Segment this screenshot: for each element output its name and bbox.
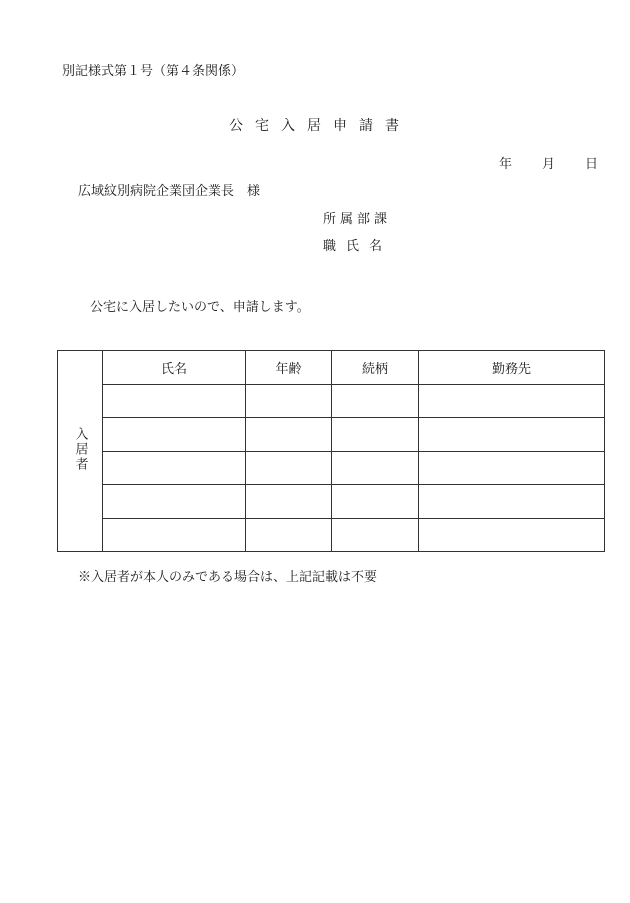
application-statement: 公宅に入居したいので、申請します。 [90, 300, 310, 315]
table-header-row [58, 351, 605, 385]
position-name-label: 職氏名 [323, 239, 393, 254]
cell-workplace[interactable] [419, 418, 605, 452]
header-name: 氏名 [103, 351, 246, 385]
document-title: 公宅入居申請書 [229, 118, 411, 134]
table-row [58, 418, 605, 452]
cell-age[interactable] [246, 418, 332, 452]
cell-age[interactable] [246, 384, 332, 418]
footnote: ※入居者が本人のみである場合は、上記記載は不要 [78, 570, 378, 585]
cell-relationship[interactable] [332, 518, 419, 552]
cell-workplace[interactable] [419, 451, 605, 485]
cell-workplace[interactable] [419, 485, 605, 519]
table-row [58, 451, 605, 485]
cell-age[interactable] [246, 485, 332, 519]
cell-workplace[interactable] [419, 384, 605, 418]
table-row [58, 518, 605, 552]
date-month-label: 月 [541, 157, 555, 172]
header-relationship: 続柄 [332, 351, 419, 385]
occupants-side-label: 入居者 [72, 426, 88, 472]
date-day-label: 日 [584, 157, 598, 172]
cell-name[interactable] [103, 451, 246, 485]
cell-relationship[interactable] [332, 451, 419, 485]
date-line [499, 153, 598, 172]
cell-workplace[interactable] [419, 518, 605, 552]
occupants-table [57, 350, 605, 552]
occupants-side-label-cell [58, 351, 103, 552]
cell-age[interactable] [246, 518, 332, 552]
cell-name[interactable] [103, 518, 246, 552]
cell-name[interactable] [103, 384, 246, 418]
header-workplace: 勤務先 [419, 351, 605, 385]
table-row [58, 485, 605, 519]
addressee: 広域紋別病院企業団企業長 様 [78, 184, 261, 199]
cell-relationship[interactable] [332, 384, 419, 418]
cell-relationship[interactable] [332, 485, 419, 519]
form-number: 別記様式第１号（第４条関係） [62, 64, 245, 79]
header-age: 年齢 [246, 351, 332, 385]
cell-name[interactable] [103, 485, 246, 519]
cell-relationship[interactable] [332, 418, 419, 452]
date-year-label: 年 [498, 157, 512, 172]
occupants-table-container [57, 350, 604, 551]
table-row [58, 384, 605, 418]
cell-age[interactable] [246, 451, 332, 485]
affiliation-label: 所属部課 [323, 212, 392, 227]
cell-name[interactable] [103, 418, 246, 452]
